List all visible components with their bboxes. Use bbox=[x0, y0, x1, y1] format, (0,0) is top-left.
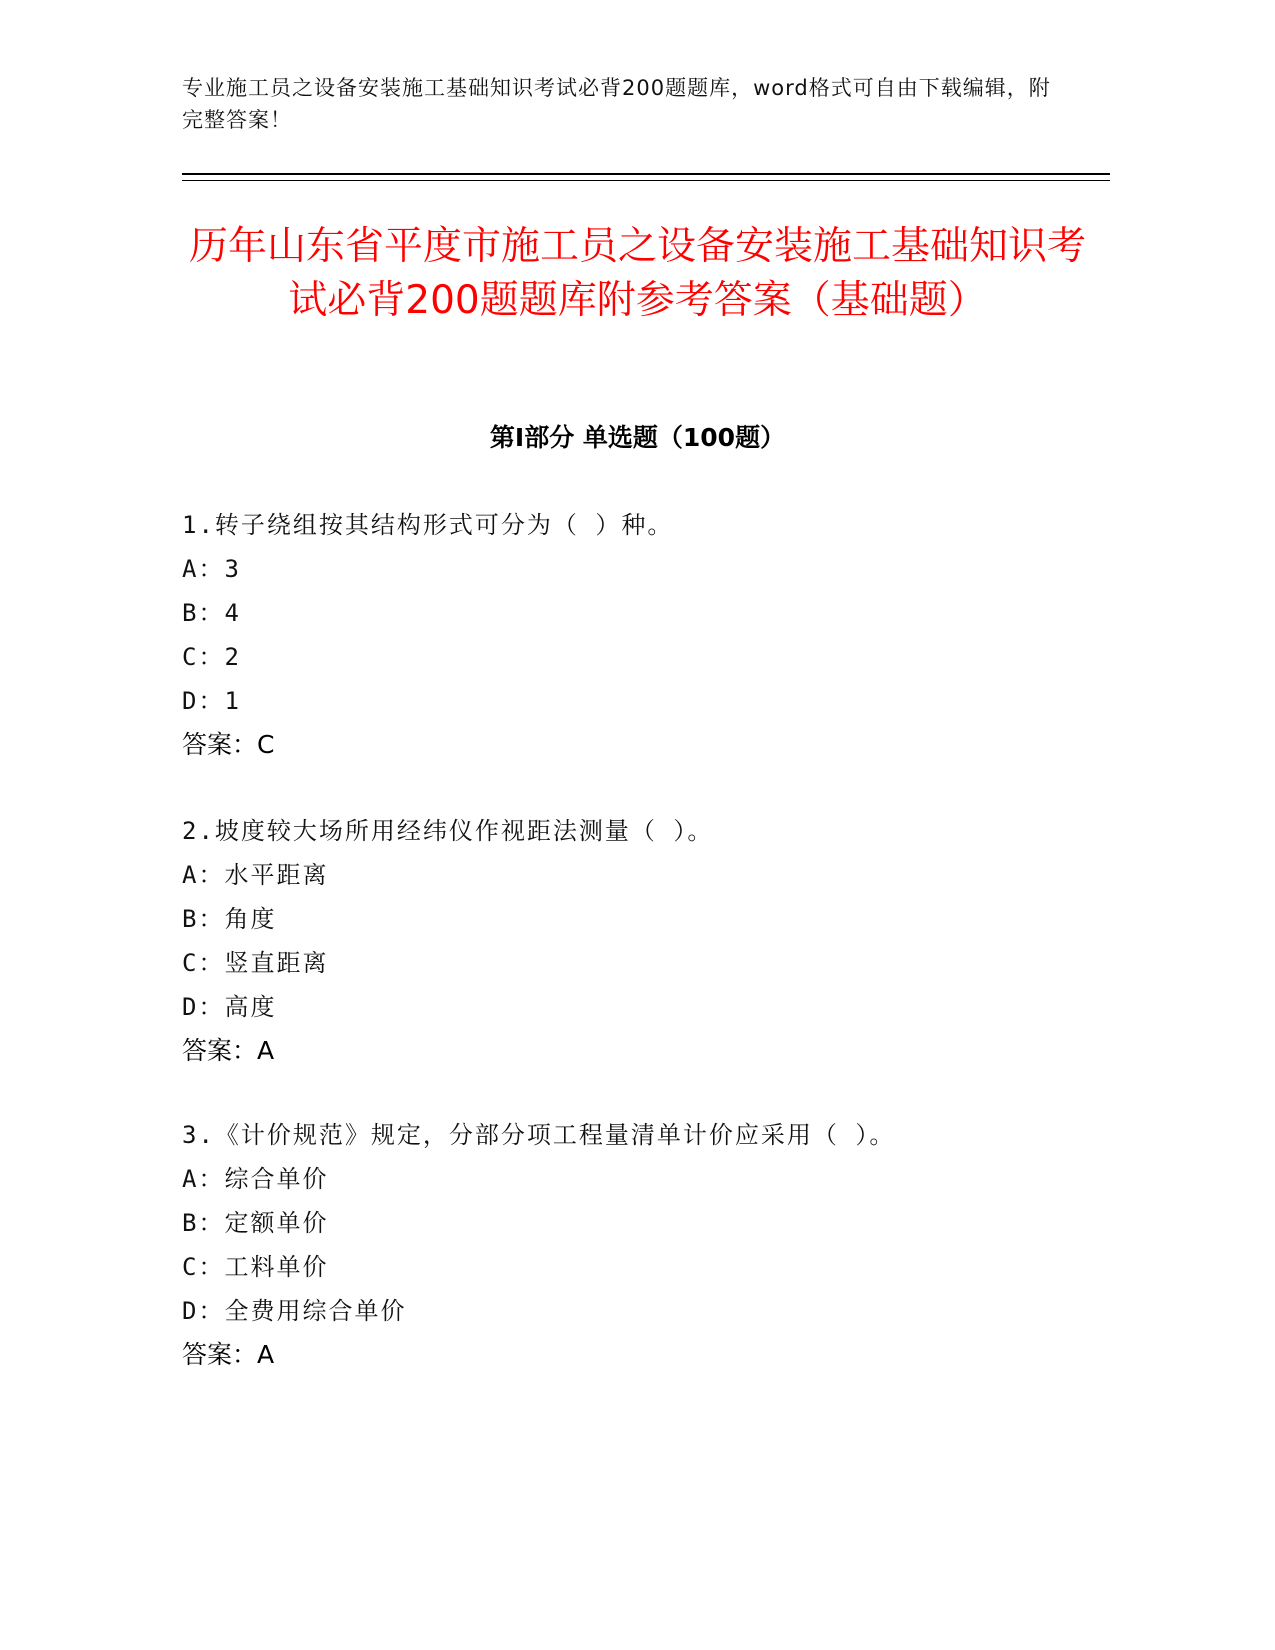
option-c: C：工料单价 bbox=[182, 1253, 329, 1281]
answer: 答案：A bbox=[182, 1036, 275, 1065]
question-stem: 1.转子绕组按其结构形式可分为（ ）种。 bbox=[182, 511, 674, 539]
answer: 答案：C bbox=[182, 730, 275, 759]
question-stem: 3.《计价规范》规定，分部分项工程量清单计价应采用（ ）。 bbox=[182, 1121, 896, 1149]
answer: 答案：A bbox=[182, 1340, 275, 1369]
header-description: 专业施工员之设备安装施工基础知识考试必背200题题库，word格式可自由下载编辑，附完整答案！ bbox=[182, 76, 1051, 132]
question-1 bbox=[182, 503, 1082, 767]
option-b: B：角度 bbox=[182, 905, 277, 933]
question-2 bbox=[182, 809, 1082, 1073]
document-title: 历年山东省平度市施工员之设备安装施工基础知识考试必背200题题库附参考答案（基础题） bbox=[188, 224, 1086, 323]
option-d: D：全费用综合单价 bbox=[182, 1297, 407, 1325]
header-divider-thin bbox=[182, 180, 1110, 181]
option-c: C：竖直距离 bbox=[182, 949, 329, 977]
option-d: D：1 bbox=[182, 687, 241, 715]
option-a: A：3 bbox=[182, 555, 241, 583]
option-a: A：水平距离 bbox=[182, 861, 329, 889]
question-stem: 2.坡度较大场所用经纬仪作视距法测量（ ）。 bbox=[182, 817, 714, 845]
header-divider-thick bbox=[182, 173, 1110, 175]
option-c: C：2 bbox=[182, 643, 241, 671]
option-b: B：定额单价 bbox=[182, 1209, 329, 1237]
option-b: B：4 bbox=[182, 599, 241, 627]
question-3 bbox=[182, 1113, 1082, 1377]
option-d: D：高度 bbox=[182, 993, 277, 1021]
option-a: A：综合单价 bbox=[182, 1165, 329, 1193]
section-title: 第Ⅰ部分 单选题（100题） bbox=[489, 423, 786, 452]
